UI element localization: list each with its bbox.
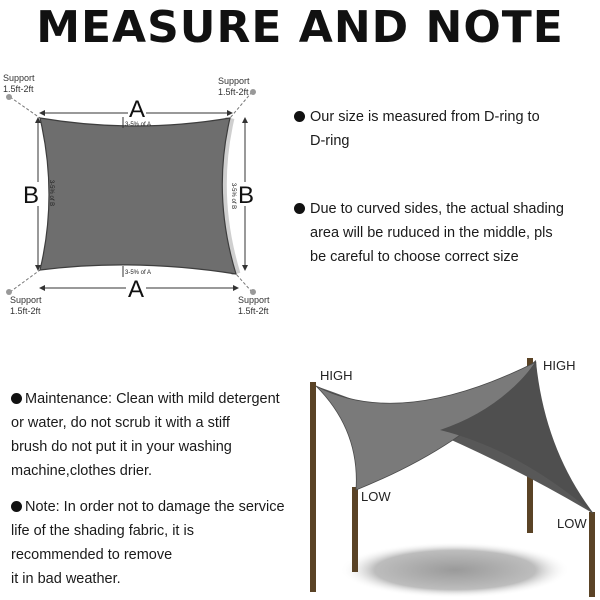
support-size-top-right: 1.5ft-2ft	[218, 87, 249, 97]
note-measurement	[294, 105, 540, 153]
dimension-b-left: B	[22, 182, 40, 209]
bullet-icon	[11, 393, 22, 404]
note-line: Maintenance: Clean with mild detergent	[25, 391, 280, 407]
sail-measurement-diagram	[0, 60, 290, 330]
sag-a-bottom: 3-5% of A	[125, 270, 152, 276]
note-line: machine,clothes drier.	[11, 463, 153, 479]
bullet-icon	[294, 203, 305, 214]
sag-a-top: 3-5% of A	[125, 122, 152, 128]
support-line-bottom-right	[236, 274, 252, 292]
pole-low-left	[352, 487, 358, 572]
sag-b-left: 3-5% of B	[48, 179, 54, 207]
dimension-a-bottom: A	[127, 276, 145, 303]
support-size-bottom-left: 1.5ft-2ft	[10, 306, 41, 316]
support-label-top-left: Support	[3, 73, 35, 83]
support-point-top-right	[250, 89, 256, 95]
support-label-bottom-left: Support	[10, 295, 42, 305]
note-weather	[11, 495, 285, 591]
note-line: recommended to remove	[11, 547, 173, 563]
label-low-left: LOW	[361, 489, 391, 504]
note-line: it in bad weather.	[11, 571, 121, 587]
bullet-icon	[294, 111, 305, 122]
support-label-bottom-right: Support	[238, 295, 270, 305]
sag-b-right: 3-5% of B	[230, 182, 236, 210]
note-line: D-ring	[310, 133, 350, 149]
note-line: brush do not put it in your washing	[11, 439, 232, 455]
installation-illustration	[300, 340, 600, 600]
note-line: Note: In order not to damage the service	[25, 499, 285, 515]
support-point-top-left	[6, 94, 12, 100]
support-line-bottom-left	[10, 270, 40, 292]
label-low-right: LOW	[557, 516, 587, 531]
pole-high-left	[310, 382, 316, 592]
bullet-icon	[11, 501, 22, 512]
dimension-b-right: B	[237, 182, 255, 209]
support-size-bottom-right: 1.5ft-2ft	[238, 306, 269, 316]
dimension-a-top: A	[128, 96, 146, 123]
label-high-right: HIGH	[543, 358, 576, 373]
note-curved-sides	[294, 197, 564, 269]
support-line-top-left	[10, 97, 40, 118]
note-line: life of the shading fabric, it is	[11, 523, 194, 539]
note-line: or water, do not scrub it with a stiff	[11, 415, 230, 431]
note-line: Our size is measured from D-ring to	[310, 109, 540, 125]
page-title: MEASURE AND NOTE	[36, 2, 564, 53]
note-line: area will be ruduced in the middle, pls	[310, 225, 553, 241]
note-line: Due to curved sides, the actual shading	[310, 201, 564, 217]
support-label-top-right: Support	[218, 76, 250, 86]
note-line: be careful to choose correct size	[310, 249, 519, 265]
note-maintenance	[11, 387, 280, 483]
pole-low-right	[589, 512, 595, 597]
ground-shadow	[340, 542, 570, 598]
sail-shape	[40, 118, 236, 274]
support-size-top-left: 1.5ft-2ft	[3, 84, 34, 94]
label-high-left: HIGH	[320, 368, 353, 383]
